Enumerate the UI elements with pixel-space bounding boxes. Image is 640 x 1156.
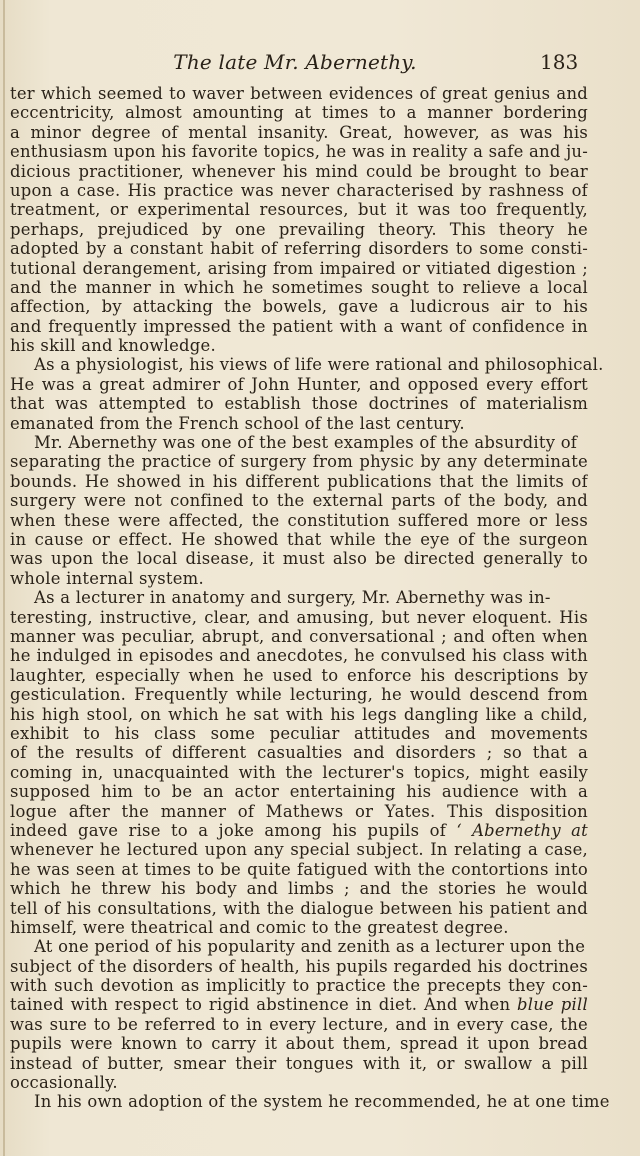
text-line: He was a great admirer of John Hunter, and opposed every effort [10, 374, 588, 394]
text-line: of the results of different casualties and disorders ; so that a [10, 743, 588, 763]
text-line: tell of his consultations, with the dialogue between his patient and [10, 898, 588, 918]
page-edge [3, 0, 5, 1156]
text-line: in cause or effect. He showed that while the eye of the surgeon [10, 530, 588, 550]
text-line: exhibit to his class some peculiar attitudes and movements [10, 723, 588, 743]
text-line: affection, by attacking the bowels, gave a ludicrous air to his [10, 297, 588, 317]
text-line: and frequently impressed the patient with a want of confidence in [10, 316, 588, 336]
italic-phrase: ‘ Abernethy at [456, 820, 588, 840]
text-line: and the manner in which he sometimes sought to relieve a local [10, 277, 588, 297]
text-line: eccentricity, almost amounting at times to a manner bordering [10, 103, 588, 123]
text-line: supposed him to be an actor entertaining his audience with a [10, 782, 588, 802]
text-line: logue after the manner of Mathews or Yates. This disposition [10, 801, 588, 821]
text-line: gesticulation. Frequently while lecturing, he would descend from [10, 685, 588, 705]
text-line: ter which seemed to waver between evidences of great genius and [10, 84, 588, 103]
page-number: 183 [540, 50, 579, 74]
italic-phrase: blue pill [517, 995, 588, 1015]
text-line: separating the practice of surgery from physic by any determinate [10, 452, 588, 472]
text-line: his skill and knowledge. [10, 336, 216, 356]
text-line: when these were affected, the constitution suffered more or less [10, 510, 588, 530]
line-text: indeed gave rise to a joke among his pupils of [10, 820, 457, 840]
text-line: treatment, or experimental resources, but it was too frequently, [10, 200, 588, 220]
text-line: he indulged in episodes and anecdotes, he convulsed his class with [10, 646, 588, 666]
text-line: laughter, especially when he used to enforce his descriptions by [10, 665, 588, 685]
text-line: dicious practitioner, whenever his mind could be brought to bear [10, 161, 588, 181]
text-line [10, 821, 588, 840]
text-line: As a physiologist, his views of life were rational and philosophical. [34, 355, 604, 375]
text-line: he was seen at times to be quite fatigued with the contortions into [10, 859, 588, 879]
text-line: a minor degree of mental insanity. Great, however, as was his [10, 122, 588, 142]
text-line: was upon the local disease, it must also be directed generally to [10, 549, 588, 569]
body-text [10, 84, 610, 1112]
text-line: adopted by a constant habit of referring disorders to some consti- [10, 239, 588, 259]
text-line: upon a case. His practice was never characterised by rashness of [10, 180, 588, 200]
running-title: The late Mr. Abernethy. [173, 50, 417, 74]
text-line: tutional derangement, arising from impaired or vitiated digestion ; [10, 258, 588, 278]
text-line: himself, were theatrical and comic to the greatest degree. [10, 917, 509, 937]
text-line: subject of the disorders of health, his pupils regarded his doctrines [10, 956, 588, 976]
text-line: emanated from the French school of the last century. [10, 413, 465, 433]
page-header [0, 50, 640, 76]
text-line: instead of butter, smear their tongues with it, or swallow a pill [10, 1053, 588, 1073]
text-line: his high stool, on which he sat with his legs dangling like a child, [10, 704, 588, 724]
text-line: that was attempted to establish those doctrines of materialism [10, 394, 588, 414]
text-line: pupils were known to carry it about them, spread it upon bread [10, 1034, 588, 1054]
text-line: whenever he lectured upon any special subject. In relating a case, [10, 840, 588, 860]
text-line: enthusiasm upon his favorite topics, he was in reality a safe and ju- [10, 142, 588, 162]
text-line: with such devotion as implicitly to practice the precepts they con- [10, 976, 588, 996]
text-line: At one period of his popularity and zenith as a lecturer upon the [34, 937, 586, 957]
text-line: As a lecturer in anatomy and surgery, Mr. Abernethy was in- [34, 588, 551, 608]
text-line: Mr. Abernethy was one of the best examples of the absurdity of [34, 433, 578, 453]
text-line: was sure to be referred to in every lecture, and in every case, the [10, 1014, 588, 1034]
text-line: whole internal system. [10, 568, 204, 588]
line-text: tained with respect to rigid abstinence in diet. And when [10, 995, 518, 1015]
text-line: manner was peculiar, abrupt, and conversational ; and often when [10, 627, 588, 647]
text-line: teresting, instructive, clear, and amusing, but never eloquent. His [10, 607, 588, 627]
text-line: In his own adoption of the system he recommended, he at one time [34, 1092, 610, 1112]
text-line: which he threw his body and limbs ; and the stories he would [10, 879, 588, 899]
text-line: bounds. He showed in his different publications that the limits of [10, 471, 588, 491]
text-line: surgery were not confined to the external parts of the body, and [10, 491, 588, 511]
text-line [10, 995, 588, 1014]
text-line: perhaps, prejudiced by one prevailing theory. This theory he [10, 219, 588, 239]
text-line: occasionally. [10, 1073, 118, 1093]
text-line: coming in, unacquainted with the lecturer's topics, might easily [10, 762, 588, 782]
